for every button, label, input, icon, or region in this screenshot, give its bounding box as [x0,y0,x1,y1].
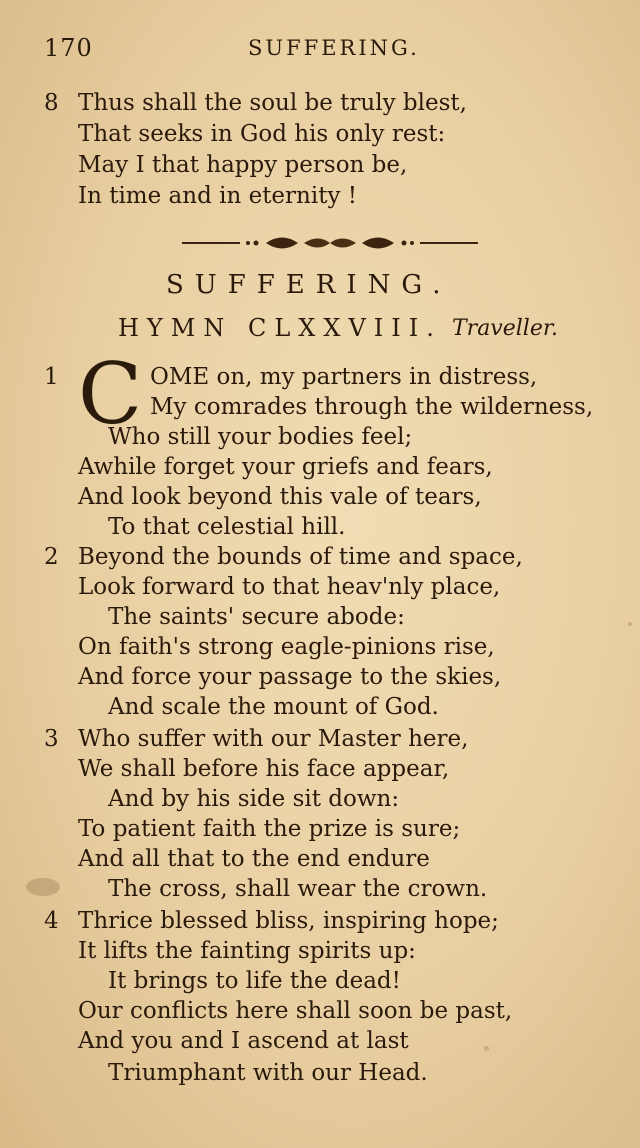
verse-line: To patient faith the prize is sure; [78,816,461,842]
verse-line: Who still your bodies feel; [108,424,413,450]
verse-line: It brings to life the dead! [108,968,401,994]
verse-number: 4 [44,908,59,934]
verse-line: Who suffer with our Master here, [78,726,469,752]
verse-line: And scale the mount of God. [108,694,439,720]
verse-line: The saints' secure abode: [108,604,405,630]
verse-line: The cross, shall wear the crown. [108,876,488,902]
verse-line: And force your passage to the skies, [78,664,502,690]
verse-line: Awhile forget your griefs and fears, [78,454,493,480]
verse-line: And you and I ascend at last [78,1028,409,1054]
foxing-stain [26,878,60,896]
verse-line: We shall before his face appear, [78,756,450,782]
foxing-stain [484,1046,489,1051]
verse-number: 8 [44,90,59,116]
page-number: 170 [44,34,93,62]
hymn-number: HYMN CLXXVIII. [118,314,442,342]
verse-line: May I that happy person be, [78,152,408,178]
verse-line: To that celestial hill. [108,514,346,540]
verse-line: That seeks in God his only rest: [78,121,446,147]
ornament-divider-icon [182,232,478,254]
verse-line: Our conflicts here shall soon be past, [78,998,513,1024]
section-title: SUFFERING. [166,270,452,300]
verse-line: And look beyond this vale of tears, [78,484,482,510]
verse-line: OME on, my partners in distress, [150,364,538,390]
verse-line: And all that to the end endure [78,846,430,872]
verse-line: On faith's strong eagle-pinions rise, [78,634,495,660]
tune-name: Traveller. [452,316,558,341]
verse-line: Look forward to that heav'nly place, [78,574,501,600]
verse-number: 1 [44,364,59,390]
foxing-stain [628,622,632,626]
verse-line: My comrades through the wilderness, [150,394,594,420]
verse-line: And by his side sit down: [108,786,400,812]
verse-number: 3 [44,726,59,752]
verse-line: Thus shall the soul be truly blest, [78,90,467,116]
verse-number: 2 [44,544,59,570]
verse-line: Beyond the bounds of time and space, [78,544,523,570]
verse-line: It lifts the fainting spirits up: [78,938,416,964]
verse-line: Triumphant with our Head. [108,1060,428,1086]
verse-line: Thrice blessed bliss, inspiring hope; [78,908,499,934]
drop-cap: C [78,345,143,443]
verse-line: In time and in eternity ! [78,183,357,209]
running-title: SUFFERING. [248,36,420,60]
